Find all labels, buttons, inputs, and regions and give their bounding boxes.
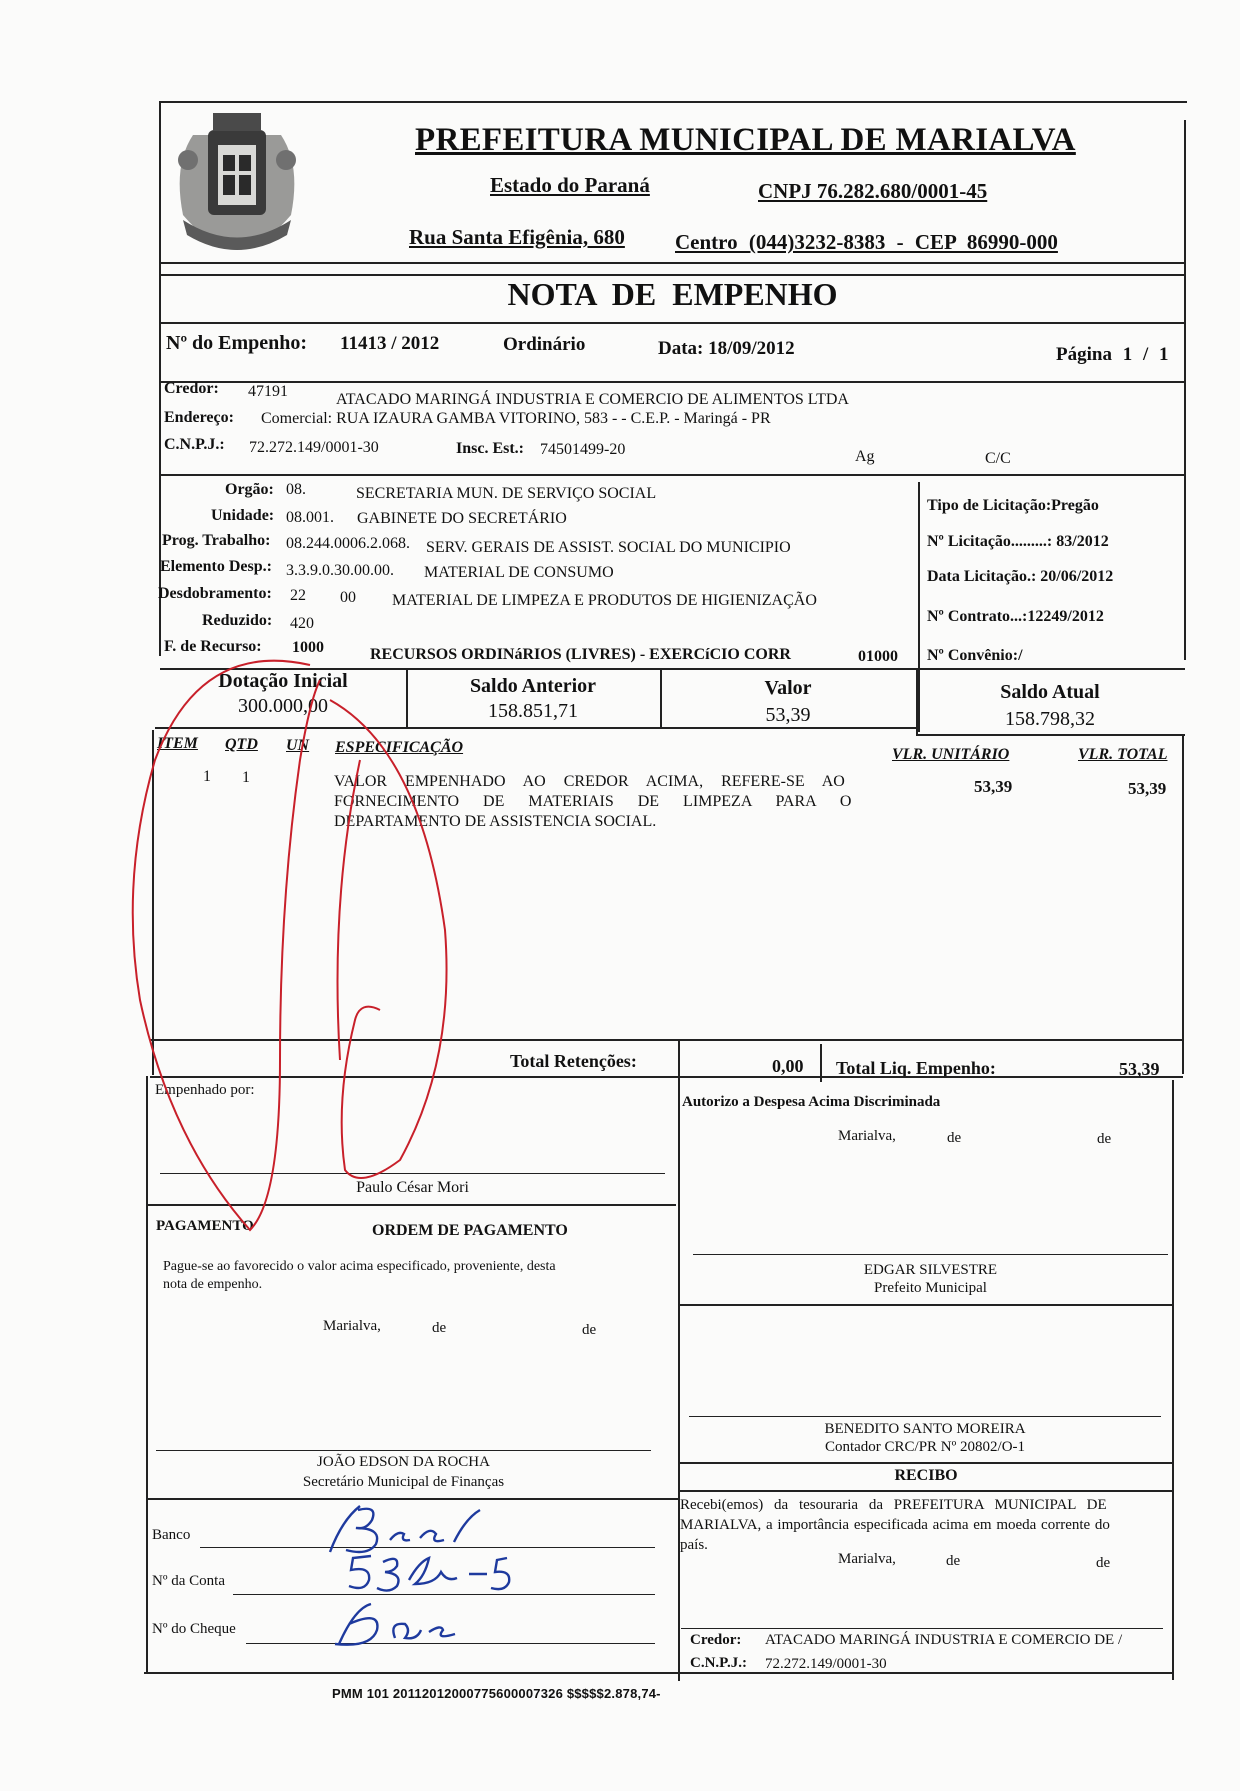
total-liquido-value: 53,39 <box>1119 1059 1160 1079</box>
cnpj-credor-value: 72.272.149/0001-30 <box>249 439 379 456</box>
pagamento-de-2: de <box>582 1322 597 1338</box>
autorizo-de-1: de <box>947 1130 962 1146</box>
state-label: Estado do Paraná <box>490 173 650 197</box>
col-unit-header: VLR. UNITÁRIO <box>892 746 1010 763</box>
item-number: 1 <box>203 768 211 785</box>
reduzido-label: Reduzido: <box>202 612 273 629</box>
desdobramento-label: Desdobramento: <box>158 585 272 602</box>
col-un-header: UN <box>286 737 310 754</box>
empenhado-por-label: Empenhado por: <box>155 1082 255 1098</box>
cheque-label: Nº do Cheque <box>152 1621 236 1637</box>
contador-name: BENEDITO SANTO MOREIRA <box>824 1421 1026 1437</box>
desdobramento-value: MATERIAL DE LIMPEZA E PRODUTOS DE HIGIENIZAÇÃO <box>392 592 817 609</box>
fonte-label: F. de Recurso: <box>164 638 262 655</box>
cc-label: C/C <box>985 450 1011 467</box>
valor-label: Valor <box>764 677 812 699</box>
recibo-title: RECIBO <box>894 1467 958 1484</box>
page-number: Página 1 / 1 <box>1056 344 1169 365</box>
credor-name: ATACADO MARINGÁ INDUSTRIA E COMERCIO DE ALIMENTOS LTDA <box>336 391 849 408</box>
recibo-text-3: país. <box>680 1537 708 1553</box>
item-spec-line-1: VALOR EMPENHADO AO CREDOR ACIMA, REFERE-SE AO <box>334 773 845 790</box>
prog-code: 08.244.0006.2.068. <box>286 535 410 552</box>
autorizo-local: Marialva, <box>838 1128 896 1144</box>
saldo-atual-value: 158.798,32 <box>1005 708 1095 730</box>
fonte-number: 01000 <box>858 648 898 665</box>
unidade-label: Unidade: <box>211 507 275 524</box>
banco-label: Banco <box>152 1527 191 1543</box>
item-qty: 1 <box>242 769 250 786</box>
fonte-code: 1000 <box>292 639 324 656</box>
secretario-title: Secretário Municipal de Finanças <box>302 1474 505 1490</box>
unidade-code: 08.001. <box>286 509 334 526</box>
recibo-de-1: de <box>946 1553 961 1569</box>
orgao-code: 08. <box>286 481 306 498</box>
empenhado-por-name: Paulo César Mori <box>356 1179 469 1196</box>
ag-label: Ag <box>855 448 875 465</box>
empenho-number-label: Nº do Empenho: <box>166 332 308 354</box>
handwritten-check-number <box>325 1600 465 1650</box>
conta-label: Nº da Conta <box>152 1573 225 1589</box>
convenio-numero: Nº Convênio:/ <box>927 647 1023 664</box>
pagamento-de-1: de <box>432 1320 447 1336</box>
credor-label: Credor: <box>164 380 219 397</box>
prefeito-title: Prefeito Municipal <box>874 1280 987 1296</box>
cnpj-credor-label: C.N.P.J.: <box>164 436 225 453</box>
fonte-value: RECURSOS ORDINáRIOS (LIVRES) - EXERCíCIO CORR <box>370 646 791 663</box>
desdobramento-a: 22 <box>290 587 306 604</box>
contador-title: Contador CRC/PR Nº 20802/O-1 <box>824 1439 1026 1455</box>
valor-value: 53,39 <box>765 704 811 726</box>
pague-text-1: Pague-se ao favorecido o valor acima especificado, proveniente, desta <box>163 1259 556 1274</box>
street-label: Rua Santa Efigênia, 680 <box>409 225 625 249</box>
elemento-label: Elemento Desp.: <box>160 558 272 575</box>
col-item-header: ITEM <box>157 735 198 752</box>
credor-code: 47191 <box>248 383 288 400</box>
cnpj-label: CNPJ 76.282.680/0001-45 <box>758 179 988 203</box>
coat-of-arms-logo <box>163 105 311 257</box>
recibo-text-1: Recebi(emos) da tesouraria da PREFEITURA MUNICIPAL DE <box>680 1497 1107 1513</box>
prog-value: SERV. GERAIS DE ASSIST. SOCIAL DO MUNICIPIO <box>426 539 791 556</box>
recibo-credor-value: ATACADO MARINGÁ INDUSTRIA E COMERCIO DE / <box>765 1632 1123 1648</box>
footer-code: PMM 101 20112012000775600007326 $$$$$2.878,74- <box>332 1686 661 1701</box>
endereco-value: Comercial: RUA IZAURA GAMBA VITORINO, 583 - - C.E.P. - Maringá - PR <box>261 410 771 427</box>
col-total-header: VLR. TOTAL <box>1078 746 1168 763</box>
pague-text-2: nota de empenho. <box>163 1277 263 1292</box>
total-liquido-label: Total Liq. Empenho: <box>836 1058 996 1078</box>
retencoes-label: Total Retenções: <box>510 1051 637 1071</box>
saldo-anterior-label: Saldo Anterior <box>469 675 597 697</box>
secretario-name: JOÃO EDSON DA ROCHA <box>317 1454 490 1470</box>
contrato-numero: Nº Contrato...:12249/2012 <box>927 608 1104 625</box>
licitacao-tipo: Tipo de Licitação:Pregão <box>927 497 1099 514</box>
handwritten-account-number <box>345 1548 525 1598</box>
dotacao-inicial-label: Dotação Inicial <box>218 670 348 692</box>
item-spec-line-3: DEPARTAMENTO DE ASSISTENCIA SOCIAL. <box>334 813 657 830</box>
licitacao-data: Data Licitação.: 20/06/2012 <box>927 568 1114 585</box>
autorizo-label: Autorizo a Despesa Acima Discriminada <box>682 1094 941 1110</box>
elemento-code: 3.3.9.0.30.00.00. <box>286 562 394 579</box>
prefeito-name: EDGAR SILVESTRE <box>863 1262 998 1278</box>
unidade-value: GABINETE DO SECRETÁRIO <box>357 510 567 527</box>
insc-label: Insc. Est.: <box>456 440 525 457</box>
prog-label: Prog. Trabalho: <box>162 532 271 549</box>
empenho-date: Data: 18/09/2012 <box>658 338 795 359</box>
orgao-label: Orgão: <box>225 481 274 498</box>
prefeitura-title: PREFEITURA MUNICIPAL DE MARIALVA <box>415 122 1076 158</box>
doc-title: NOTA DE EMPENHO <box>507 276 838 312</box>
item-unit-price: 53,39 <box>974 777 1013 796</box>
dotacao-inicial-value: 300.000,00 <box>238 695 328 717</box>
recibo-credor-label: Credor: <box>690 1632 742 1648</box>
ordem-pagamento-label: ORDEM DE PAGAMENTO <box>372 1222 568 1239</box>
item-total-price: 53,39 <box>1128 779 1167 798</box>
elemento-value: MATERIAL DE CONSUMO <box>424 564 614 581</box>
address-label: Centro (044)3232-8383 - CEP 86990-000 <box>675 230 1058 254</box>
empenho-number: 11413 / 2012 <box>340 333 440 354</box>
saldo-atual-label: Saldo Atual <box>1000 681 1100 703</box>
licitacao-numero: Nº Licitação.........: 83/2012 <box>927 533 1109 550</box>
recibo-local: Marialva, <box>838 1551 896 1567</box>
saldo-anterior-value: 158.851,71 <box>488 700 578 722</box>
recibo-text-2: MARIALVA, a importância especificada acima em moeda corrente do <box>680 1517 1110 1533</box>
pagamento-local: Marialva, <box>323 1318 381 1334</box>
recibo-cnpj-value: 72.272.149/0001-30 <box>765 1656 887 1672</box>
retencoes-value: 0,00 <box>772 1056 804 1076</box>
endereco-label: Endereço: <box>164 409 234 426</box>
pagamento-label: PAGAMENTO <box>156 1218 254 1234</box>
recibo-cnpj-label: C.N.P.J.: <box>690 1655 747 1671</box>
insc-value: 74501499-20 <box>540 441 626 458</box>
autorizo-de-2: de <box>1097 1131 1112 1147</box>
recibo-de-2: de <box>1096 1555 1111 1571</box>
item-spec-line-2: FORNECIMENTO DE MATERIAIS DE LIMPEZA PARA O <box>334 793 852 810</box>
empenho-type: Ordinário <box>503 334 586 355</box>
reduzido-value: 420 <box>290 615 314 632</box>
col-qtd-header: QTD <box>225 736 258 753</box>
orgao-value: SECRETARIA MUN. DE SERVIÇO SOCIAL <box>356 485 657 502</box>
col-espec-header: ESPECIFICAÇÃO <box>335 739 464 756</box>
desdobramento-b: 00 <box>340 589 356 606</box>
